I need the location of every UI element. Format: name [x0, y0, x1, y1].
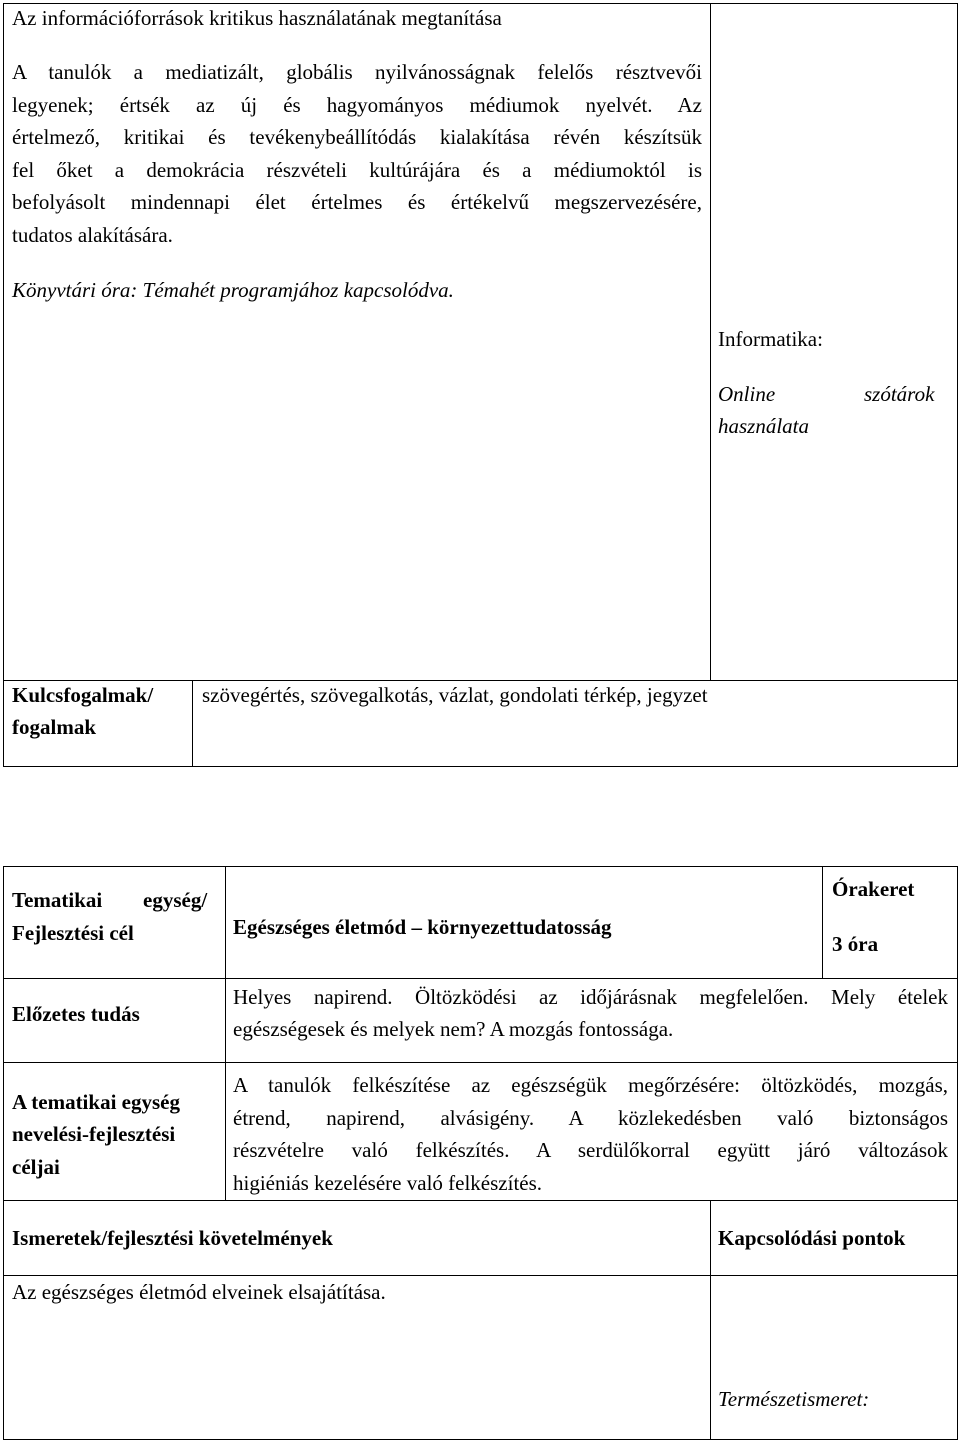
row-divider-aims	[3, 1200, 958, 1201]
unit-label-line2: Fejlesztési cél	[12, 921, 134, 945]
concepts-value: szövegértés, szövegalkotás, vázlat, gondolati térkép, jegyzet	[202, 683, 708, 707]
side-item-line: használata	[718, 414, 810, 438]
side-item-word: szótárok	[864, 382, 935, 406]
aims-label-line: A tematikai egység	[12, 1090, 180, 1114]
aims-line: A tanulók felkészítése az egészségük megőrzésére: öltözködés, mozgás,	[233, 1073, 948, 1097]
requirements-header: Ismeretek/fejlesztési követelmények	[12, 1226, 333, 1250]
prior-line: egészségesek és melyek nem? A mozgás fontossága.	[233, 1017, 674, 1041]
connections-column-divider	[710, 1200, 711, 1440]
goal-line: fel őket a demokrácia részvételi kultúrájára és a médiumoktól is	[12, 157, 702, 182]
top-heading: Az információforrások kritikus használatának megtanítása	[12, 6, 502, 30]
goal-line: A tanulók a mediatizált, globális nyilvánosságnak felelős résztvevői	[12, 60, 702, 84]
goal-line: tudatos alakítására.	[12, 222, 173, 247]
connection-subject: Természetismeret:	[718, 1387, 870, 1411]
unit-label-word: egység/	[143, 888, 208, 912]
aims-label-line: céljai	[12, 1155, 60, 1179]
aims-line: részvételre való felkészítés. A serdülőkorral együtt járó változások	[233, 1138, 948, 1162]
prior-line: Helyes napirend. Öltözködési az időjárásnak megfelelően. Mely ételek	[233, 985, 948, 1009]
hours-label: Órakeret	[832, 877, 915, 901]
concepts-label-line: Kulcsfogalmak/	[12, 683, 154, 707]
requirements-item: Az egészséges életmód elveinek elsajátítása.	[12, 1280, 386, 1304]
label-column-divider	[225, 866, 226, 1201]
side-item-word: Online	[718, 382, 776, 406]
concepts-label-line: fogalmak	[12, 715, 96, 739]
connections-header: Kapcsolódási pontok	[718, 1226, 906, 1250]
row-divider-prior	[3, 1062, 958, 1063]
row-divider-unit	[3, 978, 958, 979]
aims-line: higiéniás kezelésére való felkészítés.	[233, 1171, 543, 1195]
top-column-divider	[710, 3, 711, 681]
unit-label-word: Tematikai	[12, 888, 103, 912]
goal-paragraph	[12, 56, 702, 251]
side-subject: Informatika:	[718, 327, 823, 351]
aims-line: étrend, napirend, alvásigény. A közlekedésben való biztonságos	[233, 1106, 948, 1130]
hours-value: 3 óra	[832, 932, 879, 956]
concepts-column-divider	[192, 680, 193, 767]
library-note: Könyvtári óra: Témahét programjához kapcsolódva.	[12, 278, 454, 302]
goal-line: értelmező, kritikai és tevékenybeállítódás kialakítása révén készítsük	[12, 125, 702, 149]
unit-title: Egészséges életmód – környezettudatosság	[233, 915, 612, 939]
hours-column-divider	[822, 866, 823, 979]
aims-label-line: nevelési-fejlesztési	[12, 1122, 176, 1146]
goal-line: befolyásolt mindennapi élet értelmes és értékelvű megszervezésére,	[12, 190, 702, 214]
goal-line: legyenek; értsék az új és hagyományos médiumok nyelvét. Az	[12, 92, 702, 117]
prior-label: Előzetes tudás	[12, 1002, 140, 1026]
